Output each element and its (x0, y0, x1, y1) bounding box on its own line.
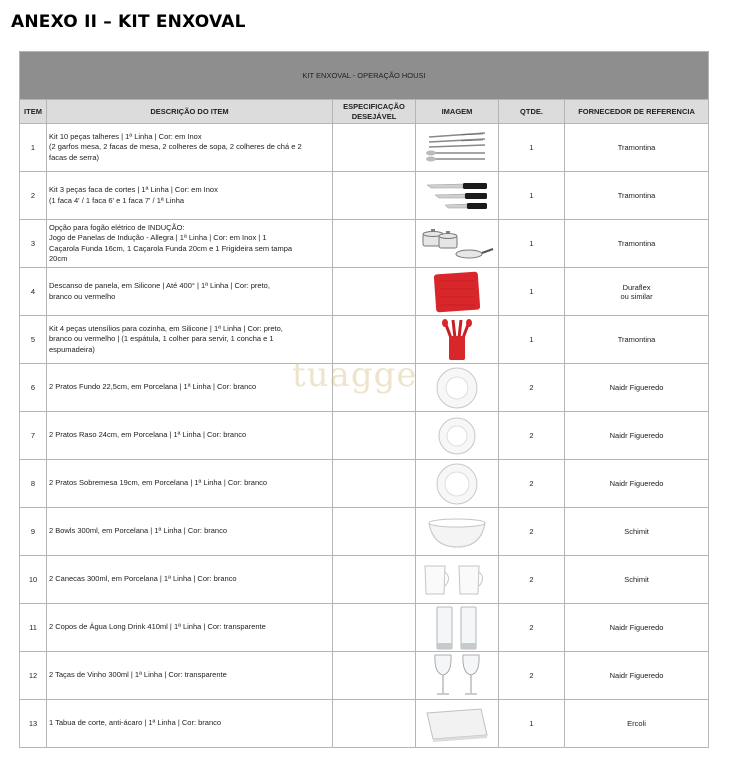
table-row (20, 556, 709, 604)
description-line: espumadeira) (49, 344, 95, 354)
item-supplier (565, 604, 709, 652)
description-line: 1 Tabua de corte, anti-ácaro | 1ª Linha | Cor: branco (49, 718, 222, 728)
item-supplier (565, 652, 709, 700)
cutting-board-icon (416, 700, 499, 748)
table-row (20, 364, 709, 412)
item-quantity: 2 (499, 556, 565, 604)
utensil-holder-icon (416, 316, 499, 364)
description-line: 2 Pratos Sobremesa 19cm, em Porcelana | 1ª Linha | Cor: branco (49, 478, 268, 488)
item-number: 4 (20, 268, 47, 316)
supplier-line: Ercoli (627, 719, 646, 728)
item-specification (333, 364, 416, 412)
item-specification (333, 124, 416, 172)
item-supplier (565, 316, 709, 364)
item-quantity: 2 (499, 508, 565, 556)
description-line: Caçarola Funda 16cm, 1 Caçarola Funda 20cm e 1 Frigideira sem tampa (49, 243, 293, 253)
description-line: branco ou vermelho (49, 291, 116, 301)
item-specification (333, 460, 416, 508)
item-number: 6 (20, 364, 47, 412)
table-row (20, 220, 709, 268)
table-row (20, 412, 709, 460)
item-description (47, 220, 333, 268)
item-quantity: 2 (499, 604, 565, 652)
item-number: 1 (20, 124, 47, 172)
item-supplier (565, 124, 709, 172)
item-description (47, 508, 333, 556)
description-line: (1 faca 4' / 1 faca 6' e 1 faca 7' / 1ª Linha (49, 195, 185, 205)
item-description (47, 652, 333, 700)
item-quantity: 2 (499, 364, 565, 412)
item-supplier (565, 460, 709, 508)
item-number: 13 (20, 700, 47, 748)
item-quantity: 1 (499, 124, 565, 172)
item-number: 3 (20, 220, 47, 268)
table-row (20, 172, 709, 220)
item-quantity: 1 (499, 172, 565, 220)
description-line: Kit 10 peças talheres | 1ª Linha | Cor: em Inox (49, 131, 202, 141)
table-row (20, 508, 709, 556)
item-supplier (565, 700, 709, 748)
description-line: 2 Copos de Água Long Drink 410ml | 1ª Linha | Cor: transparente (49, 622, 266, 632)
item-number: 10 (20, 556, 47, 604)
description-line: (2 garfos mesa, 2 facas de mesa, 2 colheres de sopa, 2 colheres de chá e 2 (49, 142, 302, 152)
item-description (47, 412, 333, 460)
item-number: 8 (20, 460, 47, 508)
supplier-line: Naidr Figueredo (609, 479, 664, 488)
description-line: 2 Canecas 300ml, em Porcelana | 1ª Linha | Cor: branco (49, 574, 237, 584)
header-image: IMAGEM (416, 100, 499, 124)
item-supplier (565, 556, 709, 604)
supplier-line: Tramontina (617, 143, 656, 152)
description-line: facas de serra) (49, 152, 100, 162)
item-supplier (565, 220, 709, 268)
item-quantity: 1 (499, 220, 565, 268)
item-specification (333, 508, 416, 556)
description-line: 20cm (49, 254, 68, 263)
header-spec-line2: DESEJÁVEL (351, 111, 397, 121)
item-supplier (565, 508, 709, 556)
item-supplier (565, 268, 709, 316)
dessert-plate-icon (416, 460, 499, 508)
supplier-line: Tramontina (617, 335, 656, 344)
item-supplier (565, 364, 709, 412)
item-specification (333, 316, 416, 364)
item-specification (333, 412, 416, 460)
item-description (47, 604, 333, 652)
table-row (20, 268, 709, 316)
item-description (47, 172, 333, 220)
item-specification (333, 700, 416, 748)
table-row (20, 700, 709, 748)
supplier-line: Tramontina (617, 239, 656, 248)
glasses-icon (416, 604, 499, 652)
deep-plate-icon (416, 364, 499, 412)
supplier-line: Schimit (624, 527, 649, 536)
supplier-line: Tramontina (617, 191, 656, 200)
table-row (20, 604, 709, 652)
item-quantity: 1 (499, 316, 565, 364)
item-description (47, 460, 333, 508)
item-number: 9 (20, 508, 47, 556)
table-banner: KIT ENXOVAL - OPERAÇÃO HOUSI (20, 52, 709, 100)
item-number: 7 (20, 412, 47, 460)
supplier-line: Duraflex (622, 282, 651, 292)
description-line: branco ou vermelho | (1 espátula, 1 colher para servir, 1 concha e 1 (49, 334, 274, 344)
watermark: tuagge (292, 355, 418, 395)
knife-set-icon (416, 172, 499, 220)
item-number: 12 (20, 652, 47, 700)
header-supplier: FORNECEDOR DE REFERENCIA (565, 100, 709, 124)
supplier-line: Naidr Figueredo (609, 431, 664, 440)
description-line: Jogo de Panelas de Indução - Allegra | 1ª Linha | Cor: em Inox | 1 (49, 233, 267, 242)
description-line: 2 Bowls 300ml, em Porcelana | 1ª Linha | Cor: branco (49, 526, 228, 536)
item-quantity: 1 (499, 700, 565, 748)
document-title: ANEXO II – KIT ENXOVAL (11, 12, 246, 32)
item-specification (333, 268, 416, 316)
trivet-icon (416, 268, 499, 316)
table-row (20, 124, 709, 172)
item-description (47, 364, 333, 412)
description-line: 2 Pratos Fundo 22,5cm, em Porcelana | 1ª Linha | Cor: branco (49, 382, 257, 392)
item-number: 11 (20, 604, 47, 652)
description-line: Kit 3 peças faca de cortes | 1ª Linha | Cor: em Inox (49, 185, 218, 194)
header-quantity: QTDE. (499, 100, 565, 124)
table-row (20, 316, 709, 364)
description-line: Kit 4 peças utensílios para cozinha, em Silicone | 1ª Linha | Cor: preto, (49, 323, 283, 333)
item-number: 5 (20, 316, 47, 364)
flat-plate-icon (416, 412, 499, 460)
description-line: 2 Pratos Raso 24cm, em Porcelana | 1ª Linha | Cor: branco (49, 430, 247, 440)
supplier-line: ou similar (620, 291, 653, 301)
item-description (47, 556, 333, 604)
kit-table (19, 51, 709, 748)
item-quantity: 2 (499, 460, 565, 508)
header-item: ITEM (20, 100, 47, 124)
item-specification (333, 172, 416, 220)
cookware-set-icon (416, 220, 499, 268)
description-line: Opção para fogão elétrico de INDUÇÃO: (49, 222, 185, 232)
mugs-icon (416, 556, 499, 604)
supplier-line: Naidr Figueredo (609, 623, 664, 632)
cutlery-set-icon (416, 124, 499, 172)
item-specification (333, 652, 416, 700)
supplier-line: Naidr Figueredo (609, 671, 664, 680)
header-specification (333, 100, 416, 124)
table-row (20, 652, 709, 700)
description-line: Descanso de panela, em Silicone | Até 400° | 1ª Linha | Cor: preto, (49, 281, 270, 290)
header-spec-line1: ESPECIFICAÇÃO (343, 101, 405, 111)
item-description (47, 124, 333, 172)
item-description (47, 316, 333, 364)
wine-glasses-icon (416, 652, 499, 700)
item-specification (333, 604, 416, 652)
item-supplier (565, 172, 709, 220)
item-specification (333, 556, 416, 604)
item-quantity: 2 (499, 412, 565, 460)
description-line: 2 Taças de Vinho 300ml | 1ª Linha | Cor: transparente (49, 670, 227, 680)
item-description (47, 700, 333, 748)
supplier-line: Naidr Figueredo (609, 383, 664, 392)
bowl-icon (416, 508, 499, 556)
header-description: DESCRIÇÃO DO ITEM (47, 100, 333, 124)
item-quantity: 1 (499, 268, 565, 316)
item-description (47, 268, 333, 316)
item-specification (333, 220, 416, 268)
item-number: 2 (20, 172, 47, 220)
item-supplier (565, 412, 709, 460)
table-row (20, 460, 709, 508)
item-quantity: 2 (499, 652, 565, 700)
supplier-line: Schimit (624, 575, 649, 584)
